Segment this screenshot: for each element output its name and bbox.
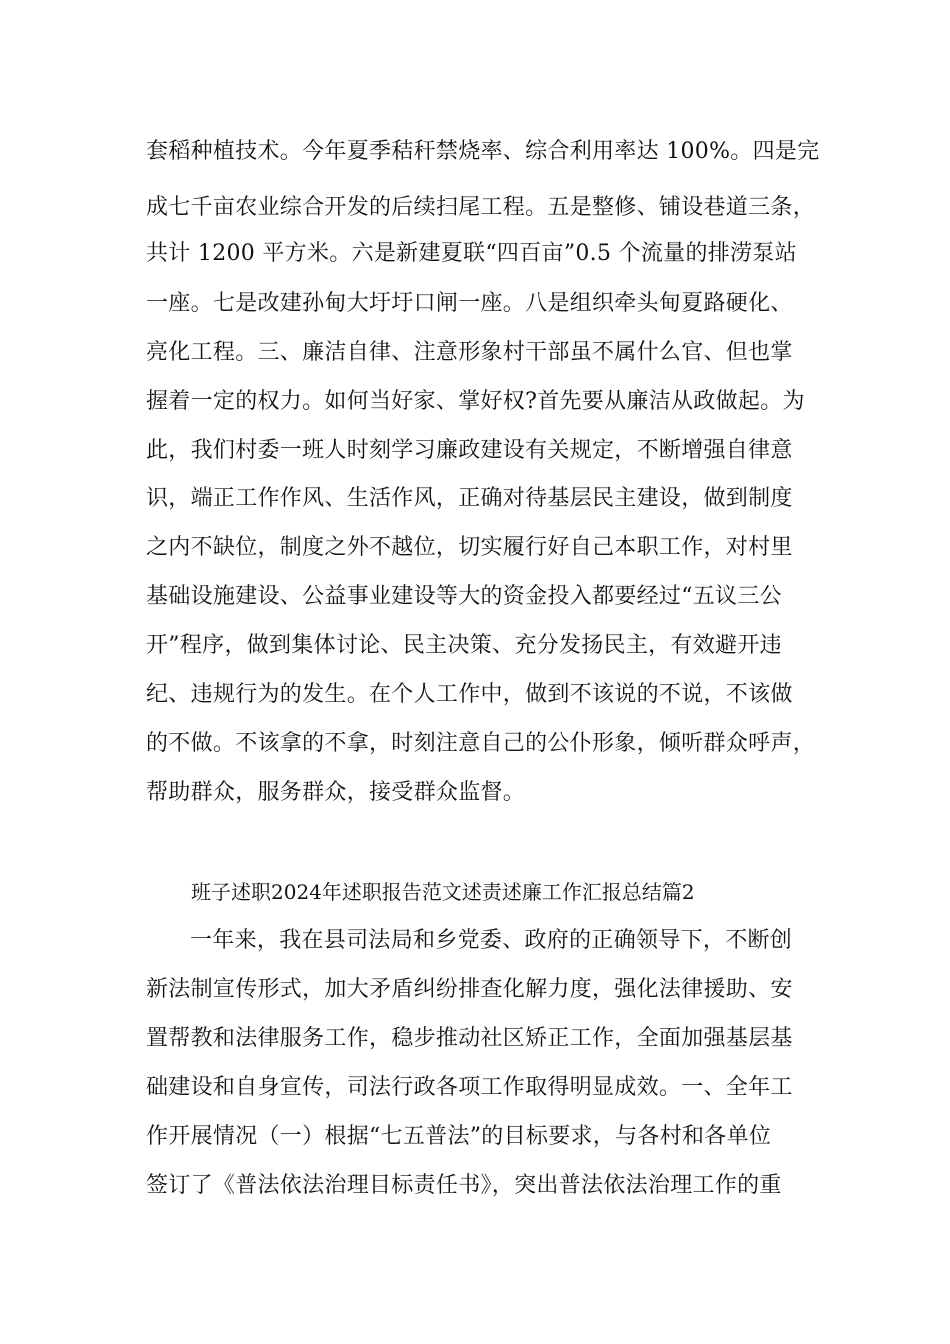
paragraph-line: 的不做。不该拿的不拿，时刻注意自己的公仆形象，倾听群众呼声， bbox=[146, 731, 816, 756]
paragraph-line: 亮化工程。三、廉洁自律、注意形象村干部虽不属什么官、但也掌 bbox=[146, 340, 793, 365]
paragraph-line: 作开展情况（一）根据“七五普法”的目标要求，与各村和各单位 bbox=[146, 1124, 772, 1149]
paragraph-line: 基础设施建设、公益事业建设等大的资金投入都要经过“五议三公 bbox=[146, 584, 782, 609]
paragraph-line: 套稻种植技术。今年夏季秸秆禁烧率、综合利用率达 100%。四是完 bbox=[146, 139, 820, 164]
paragraph-line: 此，我们村委一班人时刻学习廉政建设有关规定，不断增强自律意 bbox=[146, 438, 793, 463]
paragraph-line: 签订了《普法依法治理目标责任书》，突出普法依法治理工作的重 bbox=[146, 1173, 782, 1198]
paragraph-line: 开”程序，做到集体讨论、民主决策、充分发扬民主，有效避开违 bbox=[146, 633, 782, 658]
paragraph-line: 新法制宣传形式，加大矛盾纠纷排查化解力度，强化法律援助、安 bbox=[146, 977, 793, 1002]
paragraph-line: 一座。七是改建孙甸大圩圩口闸一座。八是组织牵头甸夏路硬化、 bbox=[146, 291, 793, 316]
paragraph-line: 帮助群众，服务群众，接受群众监督。 bbox=[146, 780, 526, 805]
paragraph-line: 之内不缺位，制度之外不越位，切实履行好自己本职工作，对村里 bbox=[146, 535, 793, 560]
paragraph-line: 握着一定的权力。如何当好家、掌好权?首先要从廉洁从政做起。为 bbox=[146, 389, 805, 414]
paragraph-line: 共计 1200 平方米。六是新建夏联“四百亩”0.5 个流量的排涝泵站 bbox=[146, 241, 797, 266]
paragraph-line: 置帮教和法律服务工作，稳步推动社区矫正工作，全面加强基层基 bbox=[146, 1026, 793, 1051]
paragraph-line: 纪、违规行为的发生。在个人工作中，做到不该说的不说，不该做 bbox=[146, 682, 793, 707]
section-heading: 班子述职2024年述职报告范文述责述廉工作汇报总结篇2 bbox=[191, 880, 695, 904]
paragraph-line: 一年来，我在县司法局和乡党委、政府的正确领导下，不断创 bbox=[190, 928, 793, 953]
paragraph-line: 识，端正工作作风、生活作风，正确对待基层民主建设，做到制度 bbox=[146, 486, 793, 511]
paragraph-line: 成七千亩农业综合开发的后续扫尾工程。五是整修、铺设巷道三条， bbox=[146, 195, 816, 220]
paragraph-line: 础建设和自身宣传，司法行政各项工作取得明显成效。一、全年工 bbox=[146, 1075, 793, 1100]
